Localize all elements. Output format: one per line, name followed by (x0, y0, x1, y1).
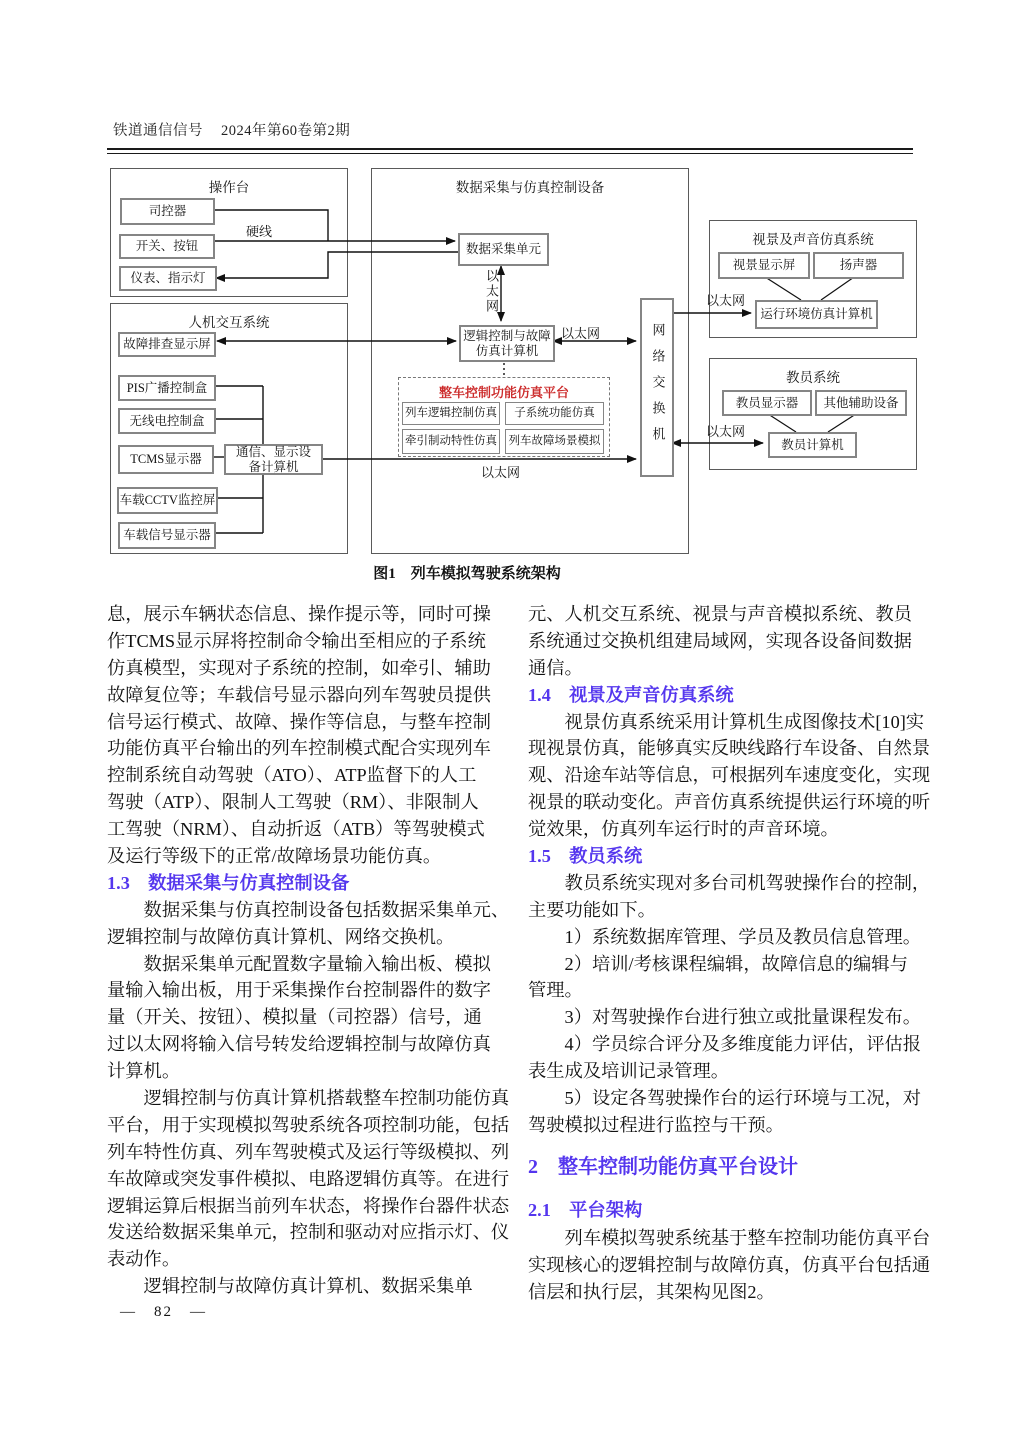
text-line: 逻辑控制与故障仿真计算机、数据采集单 (107, 1276, 473, 1297)
box-network-switch: 网络交换机 (640, 298, 674, 477)
box-fault-screen: 故障排查显示屏 (118, 332, 216, 357)
text-line: 4）学员综合评分及多维度能力评估，评估报 (528, 1034, 922, 1055)
label-ethernet-vertical: 以太网 (484, 269, 499, 314)
text-line: 逻辑运算后根据当前列车状态，将操作台器件状态 (107, 1195, 510, 1216)
text-line: 量输入输出板，用于采集操作台控制器件的数字 (107, 980, 491, 1001)
box-switches: 开关、按钮 (119, 234, 215, 259)
text-line: 及运行等级下的正常/故障场景功能仿真。 (107, 846, 442, 867)
text-line: 元、人机交互系统、视景与声音模拟系统、教员 (528, 604, 912, 624)
text-line: 觉效果，仿真列车运行时的声音环境。 (528, 819, 839, 840)
box-speaker: 扬声器 (813, 252, 904, 279)
text-line: 通信。 (528, 657, 583, 678)
text-line: 主要功能如下。 (528, 899, 656, 920)
box-tcms: TCMS显示器 (118, 445, 214, 474)
label-ethernet-mid: 以太网 (561, 326, 601, 341)
section-heading-2: 2 整车控制功能仿真平台设计 (528, 1156, 798, 1178)
text-line: 管理。 (528, 980, 583, 1001)
text-line: 量（开关、按钮）、模拟量（司控器）信号，通 (107, 1007, 482, 1028)
text-line: 逻辑控制与故障仿真计算机、网络交换机。 (107, 926, 455, 947)
text-line: 故障复位等；车载信号显示器向列车驾驶员提供 (107, 684, 491, 705)
box-daq-unit: 数据采集单元 (458, 233, 549, 266)
text-line: 控制系统自动驾驶（ATO）、ATP监督下的人工 (107, 765, 477, 786)
text-line: 视景的联动变化。声音仿真系统提供运行环境的听 (528, 792, 931, 813)
label-hardwire: 硬线 (246, 224, 273, 239)
text-line: 逻辑控制与仿真计算机搭载整车控制功能仿真 (107, 1088, 510, 1109)
text-line: 平台，用于实现模拟驾驶系统各项控制功能，包括 (107, 1114, 510, 1135)
group-visual-title: 视景及声音仿真系统 (752, 232, 874, 247)
box-visual-screen: 视景显示屏 (718, 252, 810, 279)
text-line: 系统通过交换机组建局域网，实现各设备间数据 (528, 630, 912, 651)
journal-header (113, 119, 350, 140)
text-line: 2）培训/考核课程编辑，故障信息的编辑与 (528, 953, 908, 974)
text-line: 驾驶模拟过程进行监控与干预。 (528, 1114, 784, 1135)
page-number: — 82 — (120, 1304, 208, 1320)
box-comm-computer: 通信、显示设备计算机 (224, 444, 323, 475)
box-pis: PIS广播控制盒 (118, 375, 216, 401)
group-hmi-title: 人机交互系统 (188, 315, 270, 330)
group-console-title: 操作台 (208, 180, 250, 195)
box-instructor-computer: 教员计算机 (768, 432, 857, 458)
text-line: 功能仿真平台输出的列车控制模式配合实现列车 (107, 738, 491, 759)
box-train-logic: 列车逻辑控制仿真 (402, 402, 500, 425)
text-line: 仿真模型，实现对子系统的控制，如牵引、辅助 (107, 657, 491, 678)
box-controller: 司控器 (120, 198, 215, 225)
box-radio: 无线电控制盒 (118, 408, 216, 434)
box-signal-display: 车载信号显示器 (118, 522, 216, 549)
text-line: 实现核心的逻辑控制与故障仿真，仿真平台包括通 (528, 1255, 931, 1275)
text-line: 观、沿途车站等信息，可根据列车速度变化，实现 (528, 765, 931, 786)
text-line: 车故障或突发事件模拟、电路逻辑仿真等。在进行 (107, 1168, 510, 1189)
label-ethernet-visual: 以太网 (706, 293, 746, 308)
group-instructor-title: 教员系统 (786, 370, 840, 385)
box-gauges: 仪表、指示灯 (119, 266, 217, 291)
section-heading-1-5: 1.5 教员系统 (528, 846, 643, 867)
right-column (528, 601, 938, 1139)
text-line: 5）设定各驾驶操作台的运行环境与工况，对 (528, 1088, 922, 1109)
text-line: 表动作。 (107, 1249, 181, 1270)
label-ethernet-bottom: 以太网 (481, 465, 521, 480)
box-fault-scene: 列车故障场景模拟 (505, 429, 604, 454)
journal-title: 铁道通信信号 (113, 123, 203, 139)
text-line: 过以太网将输入信号转发给逻辑控制与故障仿真 (107, 1034, 491, 1055)
platform-title: 整车控制功能仿真平台 (438, 385, 569, 400)
section-heading-2-1: 2.1 平台架构 (528, 1200, 643, 1220)
text-line: 数据采集单元配置数字量输入输出板、模拟 (107, 953, 491, 974)
text-line: 列车特性仿真、列车驾驶模式及运行等级模拟、列 (107, 1141, 510, 1162)
section-heading-1-4: 1.4 视景及声音仿真系统 (528, 684, 734, 705)
label-ethernet-instructor: 以太网 (706, 424, 746, 439)
text-line: 息，展示车辆状态信息、操作提示等，同时可操 (107, 604, 491, 624)
box-cctv: 车载CCTV监控屏 (117, 487, 218, 514)
text-line: 作TCMS显示屏将控制命令输出至相应的子系统 (107, 630, 486, 651)
text-line: 教员系统实现对多台司机驾驶操作台的控制， (528, 872, 931, 893)
text-line: 信层和执行层，其架构见图2。 (528, 1282, 775, 1302)
text-line: 数据采集与仿真控制设备包括数据采集单元、 (107, 899, 510, 920)
journal-issue: 2024年第60卷第2期 (221, 123, 351, 139)
box-traction: 牵引制动特性仿真 (402, 429, 500, 454)
group-daq-title: 数据采集与仿真控制设备 (455, 180, 605, 195)
left-column (107, 601, 517, 1300)
text-line: 表生成及培训记录管理。 (528, 1061, 730, 1082)
text-line: 工驾驶（NRM）、自动折返（ATB）等驾驶模式 (107, 819, 485, 840)
text-line: 3）对驾驶操作台进行独立或批量课程发布。 (528, 1007, 922, 1028)
box-aux-equipment: 其他辅助设备 (815, 390, 907, 416)
text-line: 视景仿真系统采用计算机生成图像技术[10]实 (528, 711, 925, 732)
box-logic-computer: 逻辑控制与故障仿真计算机 (459, 325, 555, 362)
text-line: 现视景仿真，能够真实反映线路行车设备、自然景 (528, 738, 931, 759)
text-line: 计算机。 (107, 1061, 181, 1082)
text-line: 发送给数据采集单元，控制和驱动对应指示灯、仪 (107, 1222, 510, 1243)
text-line: 信号运行模式、故障、操作等信息，与整车控制 (107, 711, 491, 732)
text-line: 列车模拟驾驶系统基于整车控制功能仿真平台 (528, 1228, 931, 1248)
header-rule (107, 148, 913, 154)
figure-caption: 图1 列车模拟驾驶系统架构 (373, 566, 561, 582)
text-line: 驾驶（ATP）、限制人工驾驶（RM）、非限制人 (107, 792, 479, 813)
section-heading-1-3: 1.3 数据采集与仿真控制设备 (107, 872, 350, 893)
box-env-computer: 运行环境仿真计算机 (755, 300, 878, 329)
box-subsystem: 子系统功能仿真 (505, 402, 604, 425)
text-line: 1）系统数据库管理、学员及教员信息管理。 (528, 926, 922, 947)
box-instructor-display: 教员显示器 (722, 390, 812, 416)
